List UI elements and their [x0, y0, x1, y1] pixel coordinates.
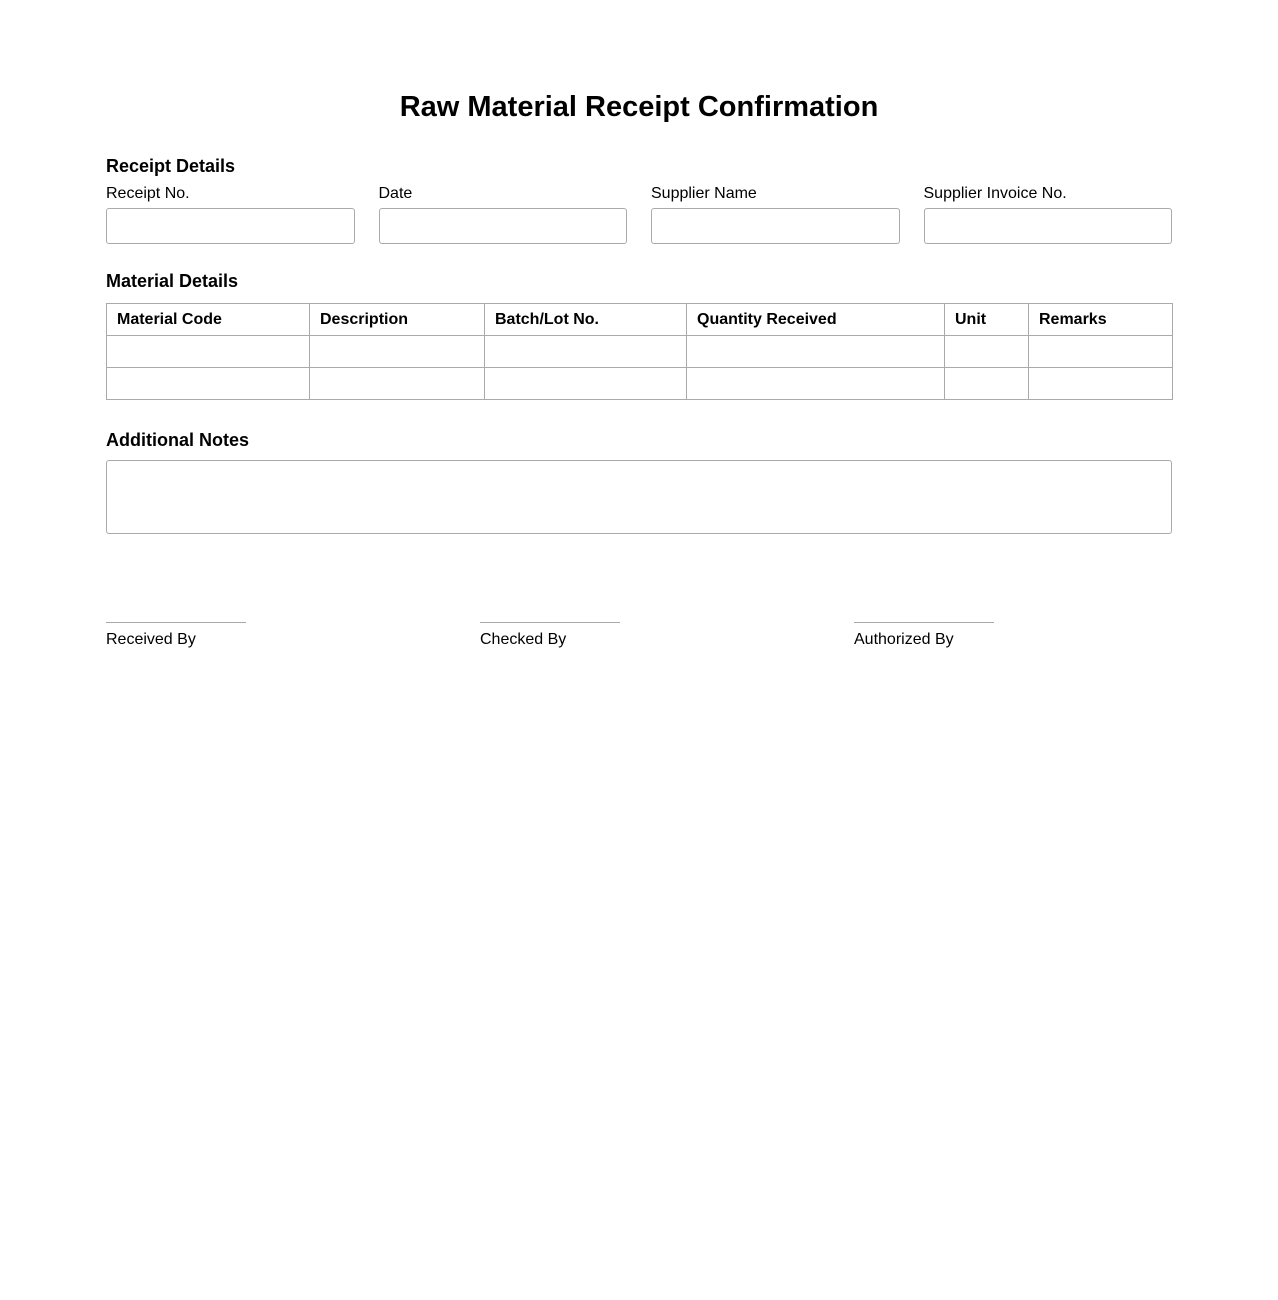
supplier-invoice-no-field-group [924, 183, 1173, 244]
column-header-description: Description [310, 304, 485, 336]
supplier-name-label: Supplier Name [651, 185, 757, 202]
table-cell-unit[interactable] [945, 368, 1029, 400]
table-cell-description[interactable] [310, 336, 485, 368]
material-table-container [106, 303, 1172, 400]
table-cell-batch-lot-no[interactable] [485, 336, 687, 368]
table-cell-quantity-received[interactable] [687, 336, 945, 368]
table-cell-unit[interactable] [945, 336, 1029, 368]
received-by-label: Received By [106, 631, 196, 648]
authorized-by-signature-line[interactable] [854, 622, 994, 623]
date-input[interactable] [379, 208, 628, 244]
column-header-quantity-received: Quantity Received [687, 304, 945, 336]
received-by-signature-line[interactable] [106, 622, 246, 623]
date-label: Date [378, 185, 413, 202]
table-cell-description[interactable] [310, 368, 485, 400]
table-cell-quantity-received[interactable] [687, 368, 945, 400]
checked-by-label: Checked By [480, 631, 567, 648]
table-cell-remarks[interactable] [1029, 336, 1173, 368]
additional-notes-heading: Additional Notes [106, 430, 249, 450]
table-row [107, 368, 1173, 400]
receipt-details-heading: Receipt Details [106, 156, 236, 176]
table-cell-material-code[interactable] [107, 368, 310, 400]
table-row [107, 336, 1173, 368]
checked-by-signature-line[interactable] [480, 622, 620, 623]
column-header-material-code: Material Code [107, 304, 310, 336]
column-header-unit: Unit [945, 304, 1029, 336]
received-by-signature [106, 622, 246, 651]
additional-notes-textarea[interactable] [106, 460, 1172, 534]
table-header-row [107, 304, 1173, 336]
page-title: Raw Material Receipt Confirmation [399, 91, 879, 123]
supplier-invoice-no-label: Supplier Invoice No. [923, 185, 1067, 202]
receipt-no-label: Receipt No. [106, 185, 190, 202]
receipt-no-input[interactable] [106, 208, 355, 244]
receipt-details-fields [106, 183, 1172, 244]
column-header-batch-lot-no: Batch/Lot No. [485, 304, 687, 336]
supplier-name-field-group [651, 183, 900, 244]
supplier-invoice-no-input[interactable] [924, 208, 1173, 244]
supplier-name-input[interactable] [651, 208, 900, 244]
material-table [106, 303, 1173, 400]
receipt-no-field-group [106, 183, 355, 244]
table-cell-remarks[interactable] [1029, 368, 1173, 400]
column-header-remarks: Remarks [1029, 304, 1173, 336]
table-cell-material-code[interactable] [107, 336, 310, 368]
material-details-heading: Material Details [106, 271, 239, 291]
authorized-by-signature [854, 622, 994, 651]
date-field-group [379, 183, 628, 244]
table-cell-batch-lot-no[interactable] [485, 368, 687, 400]
checked-by-signature [480, 622, 620, 651]
authorized-by-label: Authorized By [854, 631, 954, 648]
